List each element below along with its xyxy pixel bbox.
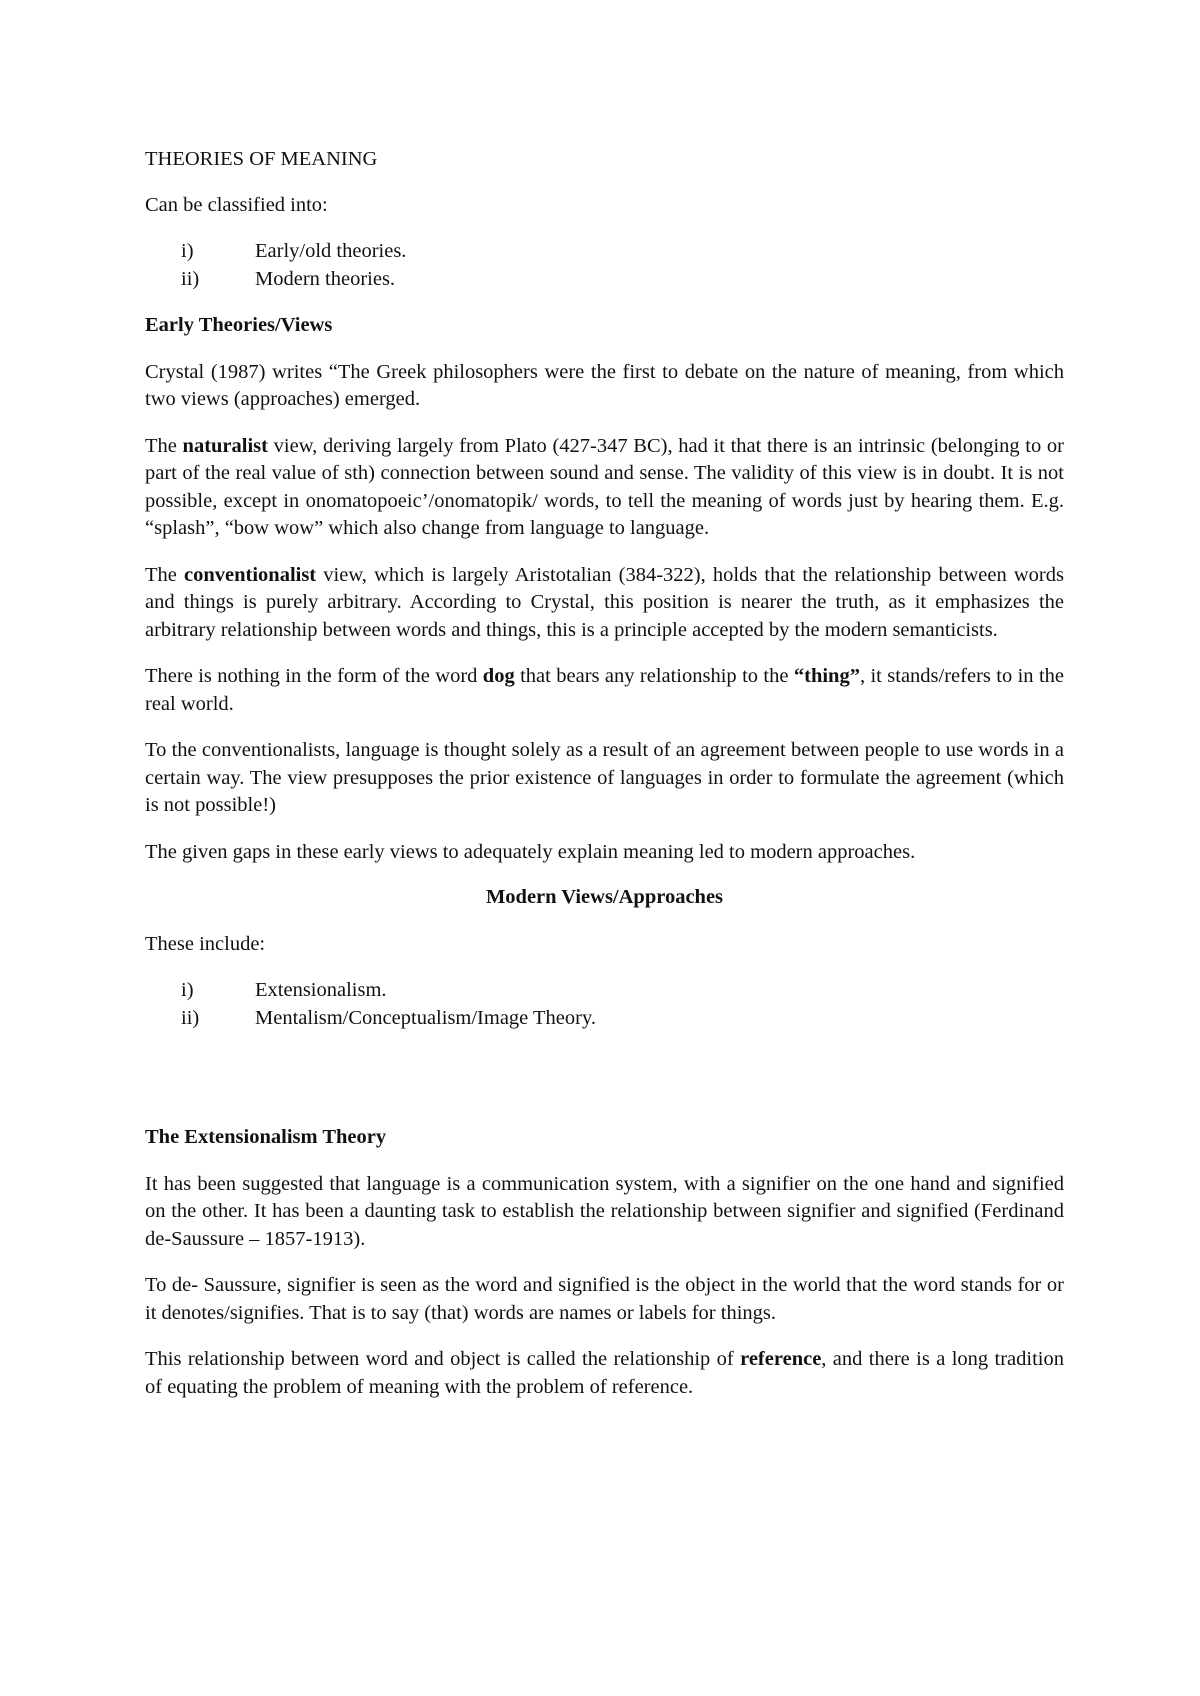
term-naturalist: naturalist (182, 434, 268, 457)
text-run: This relationship between word and object is called the relationship of (145, 1348, 741, 1370)
reference-paragraph (145, 1346, 1064, 1401)
text-run: The (145, 434, 183, 457)
intro-text: Can be classified into: (145, 193, 328, 216)
early-paragraph-6: The given gaps in these early views to adequately explain meaning led to modern approaches. (145, 840, 916, 863)
text-run: , it stands/refers to in the real world. (145, 665, 1064, 715)
list-item (145, 266, 1064, 294)
modern-intro: These include: (145, 932, 266, 955)
conventionalist-paragraph (145, 562, 1064, 645)
text-run: that bears any relationship to the (514, 665, 794, 687)
early-paragraph-5: To the conventionalists, language is thought solely as a result of an agreement between people to use words in a certain way. The view presupposes the prior existence of languages in order to formulate the agreement (which is not possible!) (145, 739, 1064, 816)
text-run: The (145, 563, 185, 586)
term-conventionalist: conventionalist (184, 563, 317, 586)
term-thing: “thing” (793, 665, 860, 687)
text-run: view, deriving largely from Plato (427-347 BC), had it that there is an intrinsic (belonging to or part of the real value of sth) connection between sound and sense. The validity of this view is in doubt. It is not possible, except in onomatopoeic’/onomatopik/ words, to tell the meaning of words just by hearing them. E.g. “splash”, “bow wow” which also change from language to language. (145, 434, 1064, 539)
list-item (145, 977, 1064, 1005)
document-title: THEORIES OF MEANING (145, 148, 378, 170)
naturalist-paragraph (145, 433, 1064, 543)
list-text: Mentalism/Conceptualism/Image Theory. (255, 1006, 597, 1029)
list-number: i) (181, 240, 194, 262)
list-text: Early/old theories. (255, 240, 407, 262)
dog-paragraph (145, 663, 1064, 718)
extensionalism-paragraph-1: It has been suggested that language is a communication system, with a signifier on the one hand and signified on the other. It has been a daunting task to establish the relationship between signifier and signified (Ferdinand de-Saussure – 1857-1913). (145, 1172, 1064, 1250)
text-run: There is nothing in the form of the word (145, 665, 483, 687)
list-text: Modern theories. (255, 267, 396, 290)
extensionalism-heading: The Extensionalism Theory (145, 1126, 387, 1148)
term-reference: reference (740, 1348, 822, 1370)
modern-views-heading: Modern Views/Approaches (485, 886, 724, 908)
list-text: Extensionalism. (255, 979, 387, 1001)
list-item (145, 1005, 1064, 1033)
extensionalism-paragraph-2: To de- Saussure, signifier is seen as the word and signified is the object in the world that the word stands for or it denotes/signifies. That is to say (that) words are names or labels for things. (145, 1274, 1064, 1324)
modern-list (145, 977, 1064, 1032)
text-run: , and there is a long tradition of equating the problem of meaning with the problem of reference. (145, 1348, 1064, 1398)
term-dog: dog (482, 665, 515, 687)
text-run: view, which is largely Aristotalian (384-322), holds that the relationship between words and things is purely arbitrary. According to Crystal, this position is nearer the truth, as it emphasizes the arbitrary relationship between words and things, this is a principle accepted by the modern semanticists. (145, 563, 1064, 641)
early-theories-heading: Early Theories/Views (145, 314, 333, 336)
list-number: ii) (181, 267, 200, 290)
list-number: i) (181, 979, 194, 1001)
classification-list (145, 238, 1064, 293)
document-body (145, 146, 1064, 1401)
list-item (145, 238, 1064, 266)
early-paragraph-1: Crystal (1987) writes “The Greek philosophers were the first to debate on the nature of meaning, from which two views (approaches) emerged. (145, 360, 1064, 410)
list-number: ii) (181, 1006, 200, 1029)
